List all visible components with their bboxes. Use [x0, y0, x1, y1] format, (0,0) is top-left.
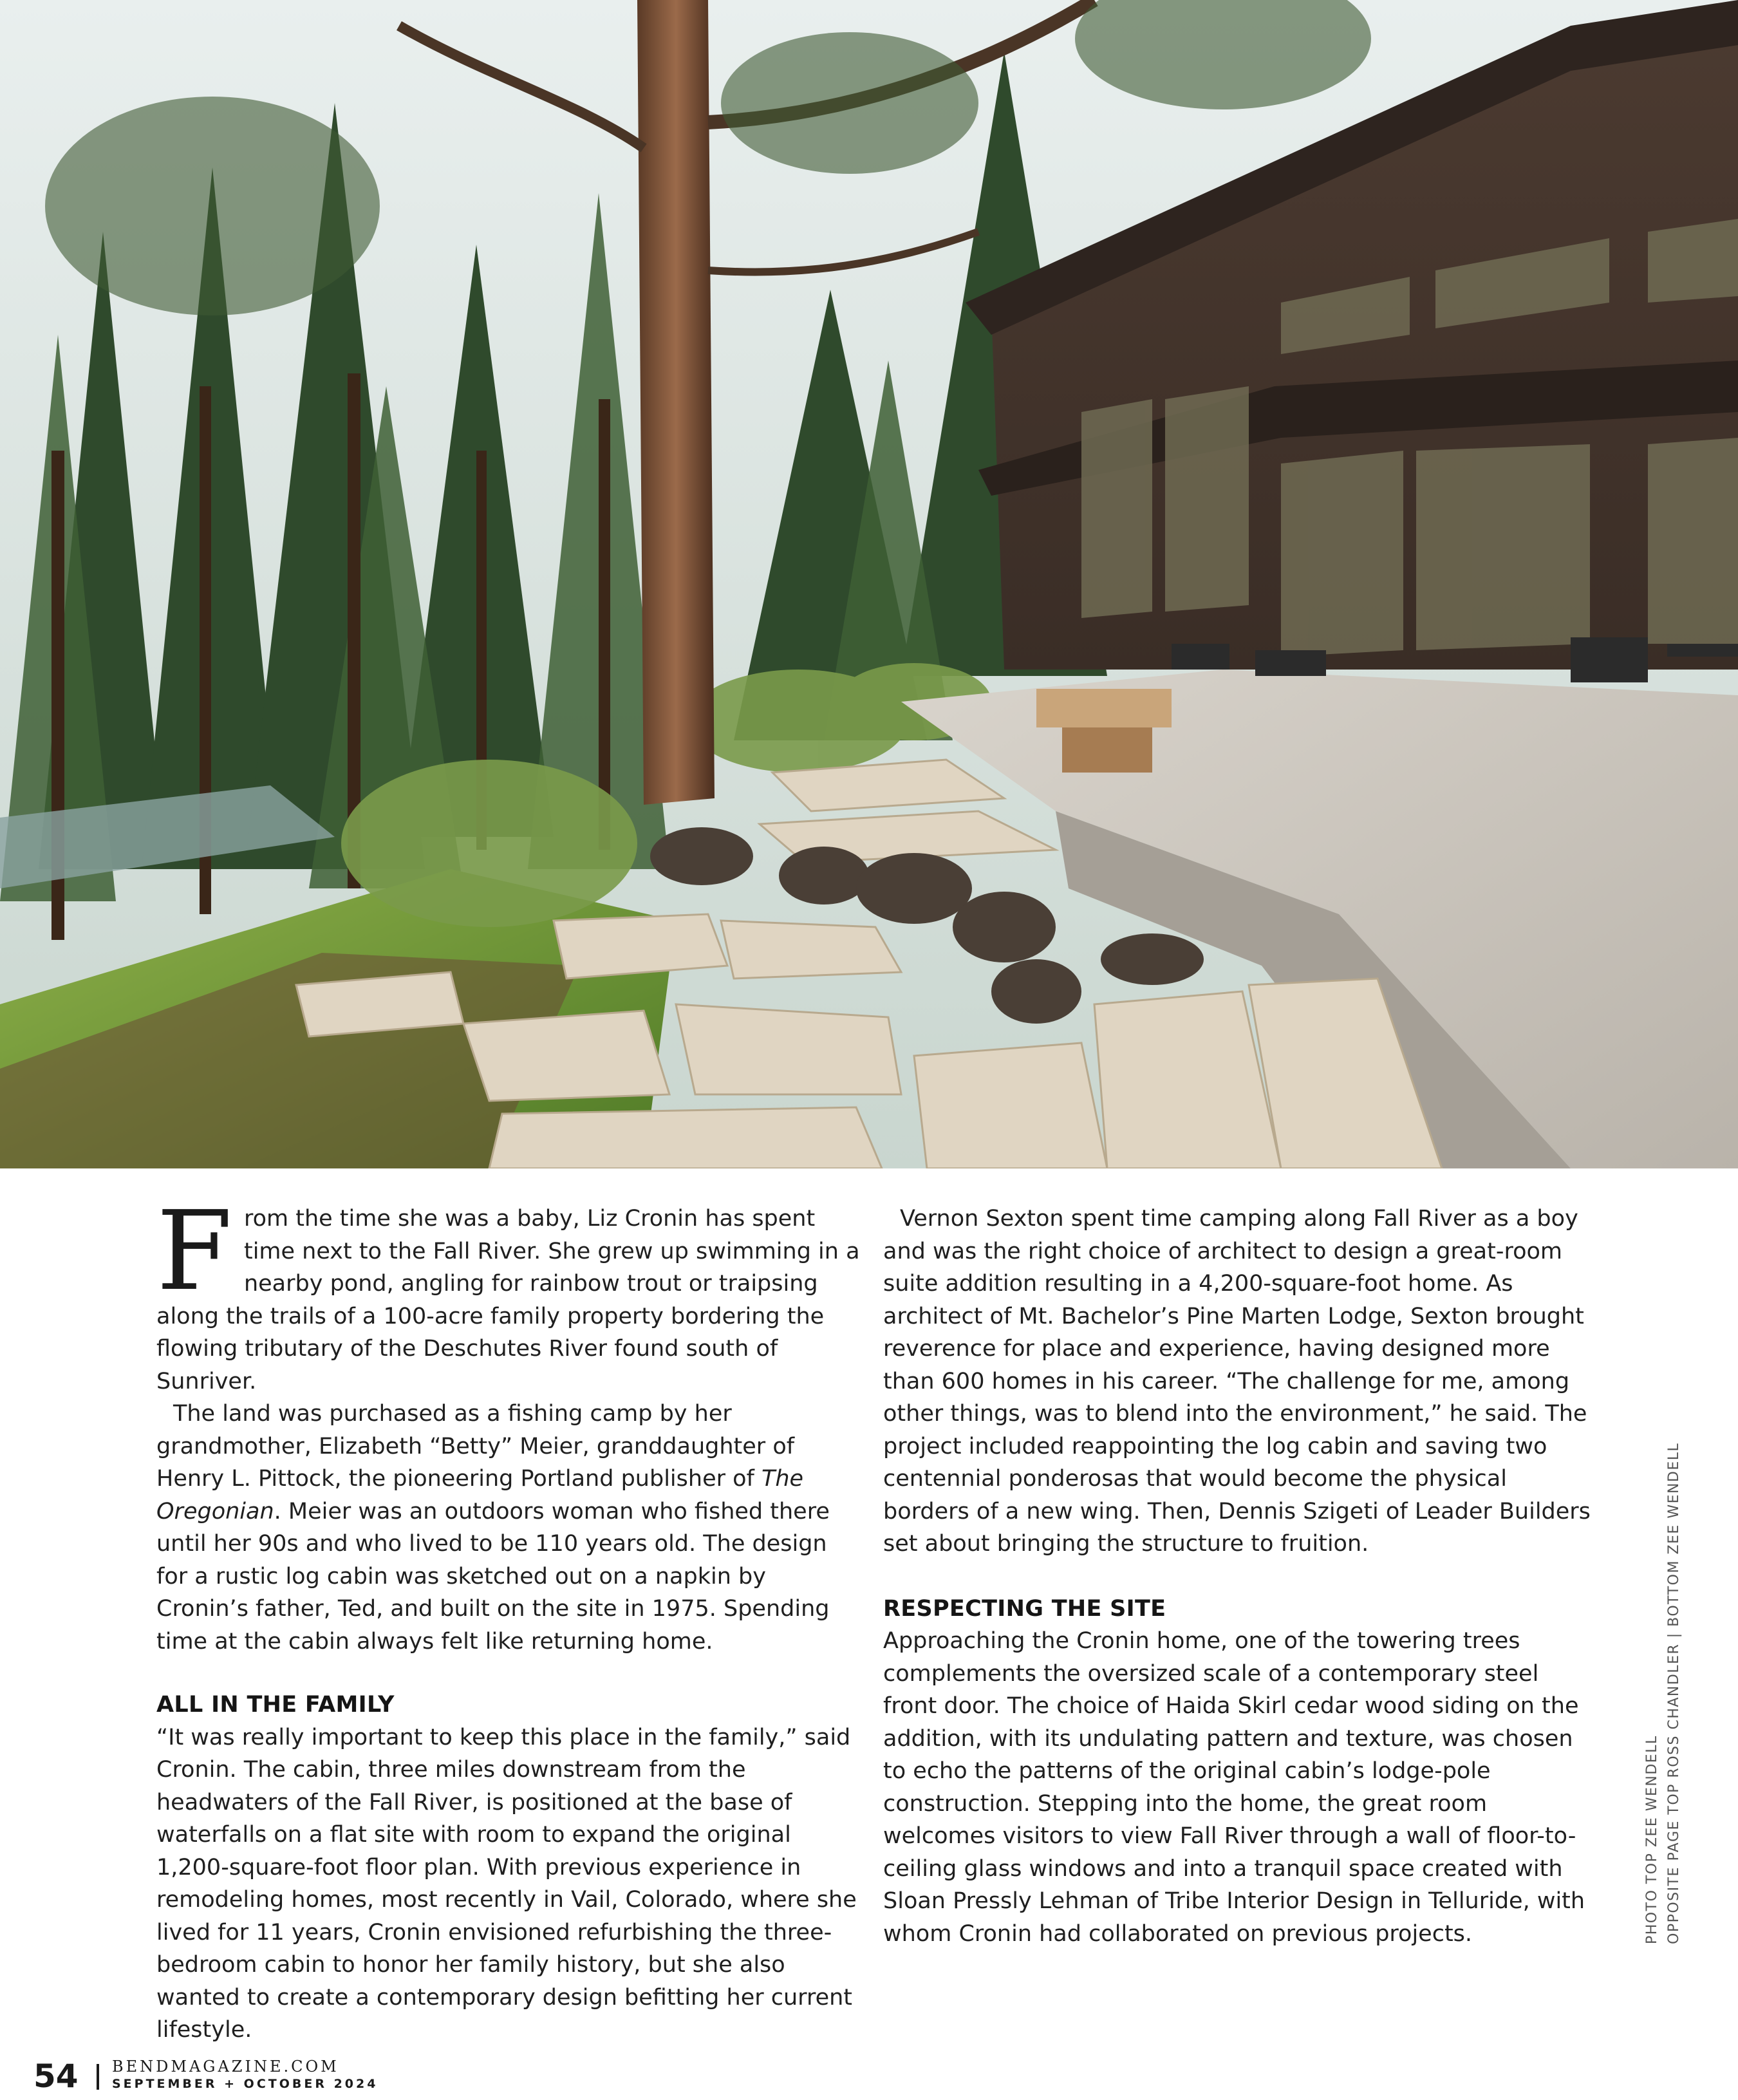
- lead-text: rom the time she was a baby, Liz Cronin has spent time next to the Fall River. She grew up swimming in a nearby pond, angling for rainbow trout or traipsing along the trails of a 100-acre family property bordering the flowing tributary of the Deschutes River found south of Sunriver.: [156, 1206, 860, 1394]
- article-column-right: [883, 1203, 1591, 1950]
- photo-credit: [1641, 1416, 1685, 1944]
- photo-credit-line-2: OPPOSITE PAGE TOP ROSS CHANDLER | BOTTOM ZEE WENDELL: [1666, 1442, 1682, 1944]
- article-column-left: [156, 1188, 861, 2047]
- subhead-respecting-the-site: RESPECTING THE SITE: [883, 1595, 1166, 1622]
- footer-website: BENDMAGAZINE.COM: [112, 2058, 339, 2076]
- photo-credit-line-1: PHOTO TOP ZEE WENDELL: [1644, 1735, 1660, 1944]
- subhead-all-in-the-family: ALL IN THE FAMILY: [156, 1692, 395, 1718]
- body-paragraph-4: Vernon Sexton spent time camping along Fall River as a boy and was the right choice of architect to design a great-room suite addition resulting in a 4,200-square-foot home. As architect of Mt. Bachelor’s Pine Marten Lodge, Sexton brought reverence for place and experience, having designed more than 600 homes in his career. “The challenge for me, among other things, was to blend into the environment,” he said. The project included reappointing the log cabin and saving two centennial ponderosas that would become the physical borders of a new wing. Then, Dennis Szigeti of Leader Builders set about bringing the structure to fruition.: [883, 1206, 1591, 1557]
- body-paragraph-3: “It was really important to keep this place in the family,” said Cronin. The cabin, three miles downstream from the headwaters of the Fall River, is positioned at the base of waterfalls on a flat site with room to expand the original 1,200-square-foot floor plan. With previous experience in remodeling homes, most recently in Vail, Colorado, where she lived for 11 years, Cronin envisioned refurbishing the three-bedroom cabin to honor her family history, but she also wanted to create a contemporary design befitting her current lifestyle.: [156, 1724, 857, 2043]
- lead-paragraph: [156, 1188, 861, 1398]
- page-number: 54: [33, 2058, 79, 2095]
- footer-issue-date: SEPTEMBER + OCTOBER 2024: [112, 2077, 378, 2091]
- folio-divider: [97, 2064, 99, 2090]
- drop-cap: F: [156, 1188, 232, 1315]
- body-paragraph-2: [156, 1398, 861, 1658]
- paragraph-text: The land was purchased as a fishing camp by her grandmother, Elizabeth “Betty” Meier, granddaughter of Henry L. Pittock, the pioneering Portland publisher of: [156, 1401, 795, 1492]
- paragraph-text: . Meier was an outdoors woman who fished there until her 90s and who lived to be 110 years old. The design for a rustic log cabin was sketched out on a napkin by Cronin’s father, Ted, and built on the site in 1975. Spending time at the cabin always felt like returning home.: [156, 1498, 830, 1655]
- body-paragraph-5: Approaching the Cronin home, one of the towering trees complements the oversized scale of a contemporary steel front door. The choice of Haida Skirl cedar wood siding on the addition, with its undulating pattern and texture, was chosen to echo the patterns of the original cabin’s lodge-pole construction. Stepping into the home, the great room welcomes visitors to view Fall River through a wall of floor-to-ceiling glass windows and into a tranquil space created with Sloan Pressly Lehman of Tribe Interior Design in Telluride, with whom Cronin had collaborated on previous projects.: [883, 1628, 1585, 1947]
- publication-title: The Oregonian: [156, 1466, 804, 1524]
